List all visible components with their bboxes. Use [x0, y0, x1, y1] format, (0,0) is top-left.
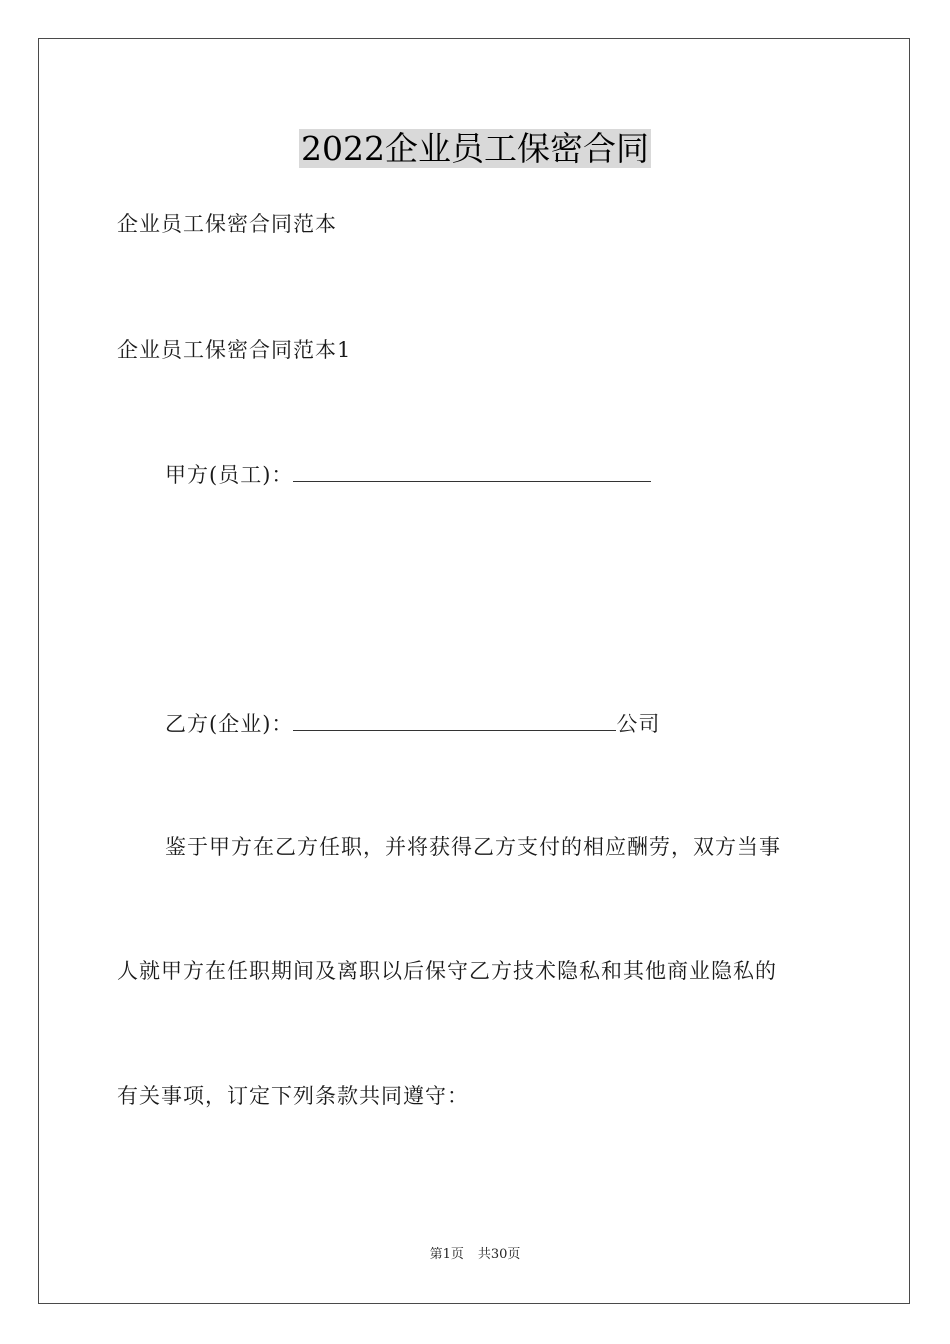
document-subtitle: 企业员工保密合同范本: [117, 212, 337, 236]
paragraph-line: 有关事项，订定下列条款共同遵守：: [117, 1084, 469, 1108]
party-b-blank: [293, 708, 616, 731]
section-heading: 企业员工保密合同范本1: [117, 338, 352, 362]
party-b-label: 乙方(企业)：: [165, 712, 294, 736]
page-number: 第1页: [429, 1247, 464, 1262]
party-a-line: [165, 459, 651, 490]
party-b-suffix: 公司: [616, 712, 661, 736]
paragraph-line: 鉴于甲方在乙方任职，并将获得乙方支付的相应酬劳，双方当事: [165, 835, 781, 859]
party-a-blank: [293, 459, 651, 482]
party-b-line: [165, 708, 660, 739]
document-title: [0, 128, 950, 170]
page-total: 共30页: [477, 1247, 521, 1262]
party-a-label: 甲方(员工)：: [165, 463, 294, 487]
paragraph-line: 人就甲方在任职期间及离职以后保守乙方技术隐私和其他商业隐私的: [117, 959, 777, 983]
document-title-text: 2022企业员工保密合同: [301, 129, 649, 168]
page-footer: [0, 1246, 950, 1264]
